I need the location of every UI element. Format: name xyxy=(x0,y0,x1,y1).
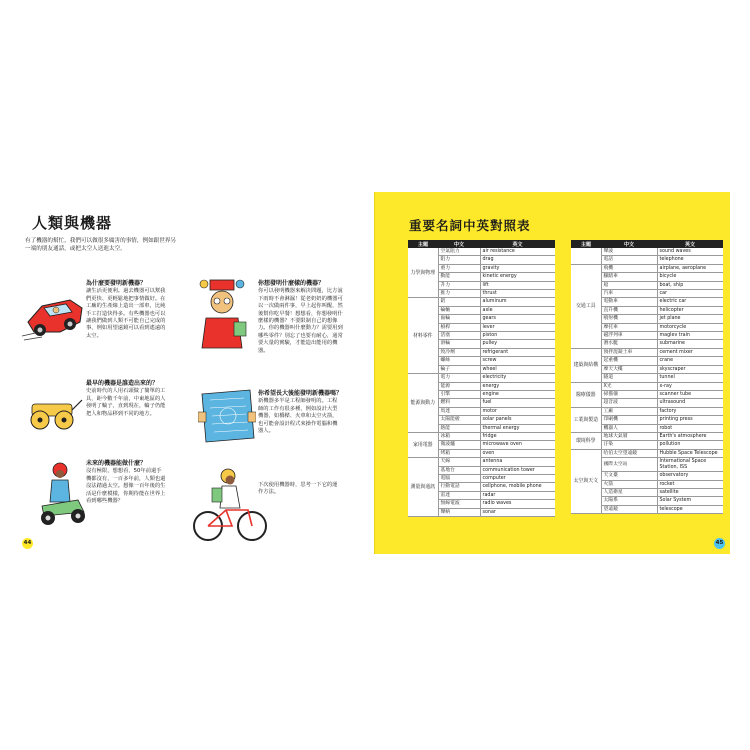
header-zh: 中文 xyxy=(438,240,480,248)
term-zh: 輪軸 xyxy=(438,306,480,314)
term-en: motor xyxy=(480,407,555,415)
term-zh: 電力 xyxy=(438,374,480,382)
table-header-row xyxy=(571,240,723,248)
term-zh: 輪子 xyxy=(438,365,480,373)
glossary-table-right xyxy=(571,240,723,514)
answer: 下次使用機器時，思考一下它的運作方法。 xyxy=(258,482,338,496)
group-cell xyxy=(571,248,601,264)
term-zh: 阻力 xyxy=(438,256,480,264)
table-row xyxy=(571,407,723,415)
term-en: telescope xyxy=(657,505,723,513)
term-en: screw xyxy=(480,357,555,365)
group-cell: 測量與通訊 xyxy=(408,458,438,517)
term-zh: 燃料 xyxy=(438,399,480,407)
answer: 讓生活更便利。過去機器可以幫我們更快、更輕鬆地把事情做好。在工廠的生產線上造出一部車，比純手工打造快得多。有些機器也可以讓我們做到人類不可能自己完成的事，例如用望遠鏡可以看到遙遠的太空。 xyxy=(86,288,166,339)
header-group: 主題 xyxy=(571,240,601,248)
term-en: aluminum xyxy=(480,298,555,306)
term-zh: 熱能 xyxy=(438,424,480,432)
term-en: Hubble Space Telescope xyxy=(657,449,723,457)
table-row xyxy=(571,382,723,390)
term-en: printing press xyxy=(657,416,723,424)
qa-what-machine xyxy=(258,280,344,355)
term-en: fuel xyxy=(480,399,555,407)
question: 未來的機器能做什麼？ xyxy=(86,460,147,467)
term-zh: 動能 xyxy=(438,273,480,281)
table-row xyxy=(571,248,723,256)
scooter-rider-illustration xyxy=(34,462,90,528)
group-cell: 工業與製造 xyxy=(571,407,601,432)
term-en: microwave oven xyxy=(480,441,555,449)
term-zh: 螺絲 xyxy=(438,357,480,365)
term-zh: X光 xyxy=(601,382,657,390)
term-en: lift xyxy=(480,281,555,289)
table-row xyxy=(408,374,555,382)
term-zh: 超音波 xyxy=(601,399,657,407)
term-zh: 摩托車 xyxy=(601,323,657,331)
term-zh: 潛水艇 xyxy=(601,340,657,348)
term-en: thermal energy xyxy=(480,424,555,432)
table-row xyxy=(408,432,555,440)
qa-why-invent xyxy=(86,280,168,340)
term-zh: 馬達 xyxy=(438,407,480,415)
answer: 沒有極限，想想看，50年前還手機都沒有，一百多年前，人類也還沒法踏過太空。想像一百年後的生活是什麼模樣，你期待能在世界上看到哪些機器？ xyxy=(86,468,166,505)
term-en: pulley xyxy=(480,340,555,348)
term-en: communication tower xyxy=(480,466,555,474)
term-zh: 天線 xyxy=(438,458,480,466)
term-zh: 地球大氣層 xyxy=(601,432,657,440)
group-cell: 能源與動力 xyxy=(408,374,438,433)
term-en: sonar xyxy=(480,508,555,516)
term-en: cement mixer xyxy=(657,348,723,356)
term-en: bicycle xyxy=(657,273,723,281)
term-zh: 電動車 xyxy=(601,298,657,306)
term-zh: 隧道 xyxy=(601,374,657,382)
term-en: x-ray xyxy=(657,382,723,390)
group-cell: 太空與天文 xyxy=(571,449,601,513)
question: 最早的機器是誰造出來的？ xyxy=(86,380,159,387)
term-en: observatory xyxy=(657,472,723,480)
question: 你想發明什麼樣的機器？ xyxy=(258,280,325,287)
term-en: pollution xyxy=(657,441,723,449)
term-en: crane xyxy=(657,357,723,365)
term-en: air resistance xyxy=(480,248,555,256)
cyclist-illustration xyxy=(192,466,270,544)
answer: 史前時代的人用石頭做了簡單的工具，距今數千年前，中東地區的人發明了輪子，直到現在，輪子仍能把人和物品移到不同的地方。 xyxy=(86,388,166,417)
page-title: 人類與機器 xyxy=(32,214,113,232)
term-en: piston xyxy=(480,332,555,340)
table-row xyxy=(408,248,555,256)
term-en: wheel xyxy=(480,365,555,373)
term-zh: 微波爐 xyxy=(438,441,480,449)
right-page xyxy=(375,192,730,554)
term-en: oven xyxy=(480,449,555,457)
term-en: telephone xyxy=(657,256,723,264)
group-cell: 環境科學 xyxy=(571,432,601,449)
qa-future-machines xyxy=(86,460,166,505)
term-en: car xyxy=(657,290,723,298)
term-en: boat, ship xyxy=(657,281,723,289)
term-en: scanner tube xyxy=(657,390,723,398)
term-zh: 印刷機 xyxy=(601,416,657,424)
term-en: tunnel xyxy=(657,374,723,382)
term-zh: 汙染 xyxy=(601,441,657,449)
term-zh: 滑輪 xyxy=(438,340,480,348)
term-zh: 摩天大樓 xyxy=(601,365,657,373)
qa-next-time xyxy=(258,482,342,497)
term-en: International Space Station, ISS xyxy=(657,458,723,472)
term-zh: 火箭 xyxy=(601,480,657,488)
answer: 新機器多半是工程師發明的。工程師的工作有很多種，例如設計大型機器，如橋樑、火車和太空火箭，也可能會設計程式來操作電腦和機器人。 xyxy=(258,398,338,435)
term-en: factory xyxy=(657,407,723,415)
term-zh: 聲納 xyxy=(438,508,480,516)
page-number: 45 xyxy=(714,538,725,549)
term-zh: 直升機 xyxy=(601,306,657,314)
term-en: antenna xyxy=(480,458,555,466)
term-en: robot xyxy=(657,424,723,432)
qa-first-machine xyxy=(86,380,168,418)
term-en: refrigerant xyxy=(480,348,555,356)
table-row xyxy=(571,449,723,457)
page-number: 44 xyxy=(22,538,33,549)
term-en: Earth's atmosphere xyxy=(657,432,723,440)
term-zh: 推力 xyxy=(438,290,480,298)
group-cell: 力學與物理 xyxy=(408,248,438,298)
term-en: motorcycle xyxy=(657,323,723,331)
header-en: 英文 xyxy=(657,240,723,248)
term-zh: 冰箱 xyxy=(438,432,480,440)
term-zh: 烤箱 xyxy=(438,449,480,457)
term-en: jet plane xyxy=(657,315,723,323)
term-en: rocket xyxy=(657,480,723,488)
term-en: gravity xyxy=(480,264,555,272)
left-page xyxy=(20,192,375,554)
term-zh: 船 xyxy=(601,281,657,289)
answer: 你可以發明機器來解決問題，比方說下雨時不會淋濕！從老奶奶的機器可以一次做兩件事，早上起你叫醒，然後幫你吃早餐！想想看，你想發明什麼樣的機器？不要限制自己的想像力。你的機器叫什麼動力？需要用到哪些零件？別忘了也要有耐心，通常要大量的實驗，才能造出能用的機器。 xyxy=(258,288,343,354)
term-zh: 太陽系 xyxy=(601,497,657,505)
glossary-table-left xyxy=(408,240,555,517)
term-zh: 噴射機 xyxy=(601,315,657,323)
term-en: sound waves xyxy=(657,248,723,256)
term-zh: 聲波 xyxy=(601,248,657,256)
term-zh: 人造衛星 xyxy=(601,488,657,496)
term-en: fridge xyxy=(480,432,555,440)
term-zh: 國際太空站 xyxy=(601,458,657,472)
term-zh: 行動電話 xyxy=(438,483,480,491)
table-row xyxy=(571,432,723,440)
term-zh: 雷達 xyxy=(438,491,480,499)
group-cell: 醫療儀器 xyxy=(571,382,601,407)
table-row xyxy=(408,458,555,466)
group-cell: 交通工具 xyxy=(571,264,601,348)
table-row xyxy=(408,298,555,306)
term-zh: 磁浮列車 xyxy=(601,332,657,340)
term-zh: 汽車 xyxy=(601,290,657,298)
question: 為什麼要發明新機器？ xyxy=(86,280,147,287)
header-group: 主題 xyxy=(408,240,438,248)
term-zh: 望遠鏡 xyxy=(601,505,657,513)
term-zh: 太陽能板 xyxy=(438,416,480,424)
qa-grow-up-invent xyxy=(258,390,342,435)
term-en: drag xyxy=(480,256,555,264)
term-zh: 齒輪 xyxy=(438,315,480,323)
term-zh: 活塞 xyxy=(438,332,480,340)
term-zh: 能源 xyxy=(438,382,480,390)
term-zh: 鋁 xyxy=(438,298,480,306)
term-zh: 引擎 xyxy=(438,390,480,398)
group-cell: 建築與結構 xyxy=(571,348,601,382)
term-zh: 掃描儀 xyxy=(601,390,657,398)
term-en: ultrasound xyxy=(657,399,723,407)
term-en: Solar System xyxy=(657,497,723,505)
term-en: maglev train xyxy=(657,332,723,340)
term-en: cellphone, mobile phone xyxy=(480,483,555,491)
term-zh: 致冷劑 xyxy=(438,348,480,356)
term-zh: 腳踏車 xyxy=(601,273,657,281)
glossary-title: 重要名詞中英對照表 xyxy=(409,218,531,233)
term-en: airplane, aeroplane xyxy=(657,264,723,272)
term-zh: 機器人 xyxy=(601,424,657,432)
term-zh: 哈伯太空望遠鏡 xyxy=(601,449,657,457)
term-en: gears xyxy=(480,315,555,323)
term-en: submarine xyxy=(657,340,723,348)
table-row xyxy=(571,264,723,272)
term-en: skyscraper xyxy=(657,365,723,373)
red-car-illustration xyxy=(20,292,88,344)
term-zh: 槓桿 xyxy=(438,323,480,331)
term-zh: 基地台 xyxy=(438,466,480,474)
term-en: radar xyxy=(480,491,555,499)
term-en: kinetic energy xyxy=(480,273,555,281)
term-en: helicopter xyxy=(657,306,723,314)
term-en: energy xyxy=(480,382,555,390)
term-zh: 工廠 xyxy=(601,407,657,415)
term-en: radio waves xyxy=(480,500,555,508)
table-row xyxy=(571,348,723,356)
wheel-cart-illustration xyxy=(24,392,84,434)
term-en: electric car xyxy=(657,298,723,306)
term-zh: 空氣阻力 xyxy=(438,248,480,256)
term-zh: 起重機 xyxy=(601,357,657,365)
header-zh: 中文 xyxy=(601,240,657,248)
term-en: solar panels xyxy=(480,416,555,424)
term-zh: 升力 xyxy=(438,281,480,289)
term-zh: 無線電波 xyxy=(438,500,480,508)
intro-text: 有了機器的幫忙，我們可以做很多厲害的事情，例如跟世界另一端的朋友通話，或把太空人送進太空。 xyxy=(25,238,177,252)
term-zh: 電話 xyxy=(601,256,657,264)
group-cell: 材料零件 xyxy=(408,298,438,374)
inventor-illustration xyxy=(192,278,252,350)
term-en: thrust xyxy=(480,290,555,298)
term-en: engine xyxy=(480,390,555,398)
table-header-row xyxy=(408,240,555,248)
term-en: electricity xyxy=(480,374,555,382)
term-zh: 預拌混凝土車 xyxy=(601,348,657,356)
term-zh: 天文臺 xyxy=(601,472,657,480)
term-en: lever xyxy=(480,323,555,331)
term-zh: 電腦 xyxy=(438,474,480,482)
term-en: computer xyxy=(480,474,555,482)
term-zh: 重力 xyxy=(438,264,480,272)
term-zh: 飛機 xyxy=(601,264,657,272)
question: 你希望長大後能發明新機器嗎？ xyxy=(258,390,343,397)
term-en: axle xyxy=(480,306,555,314)
term-en: satellite xyxy=(657,488,723,496)
group-cell: 家用電器 xyxy=(408,432,438,457)
blueprint-illustration xyxy=(198,388,256,446)
header-en: 英文 xyxy=(480,240,555,248)
